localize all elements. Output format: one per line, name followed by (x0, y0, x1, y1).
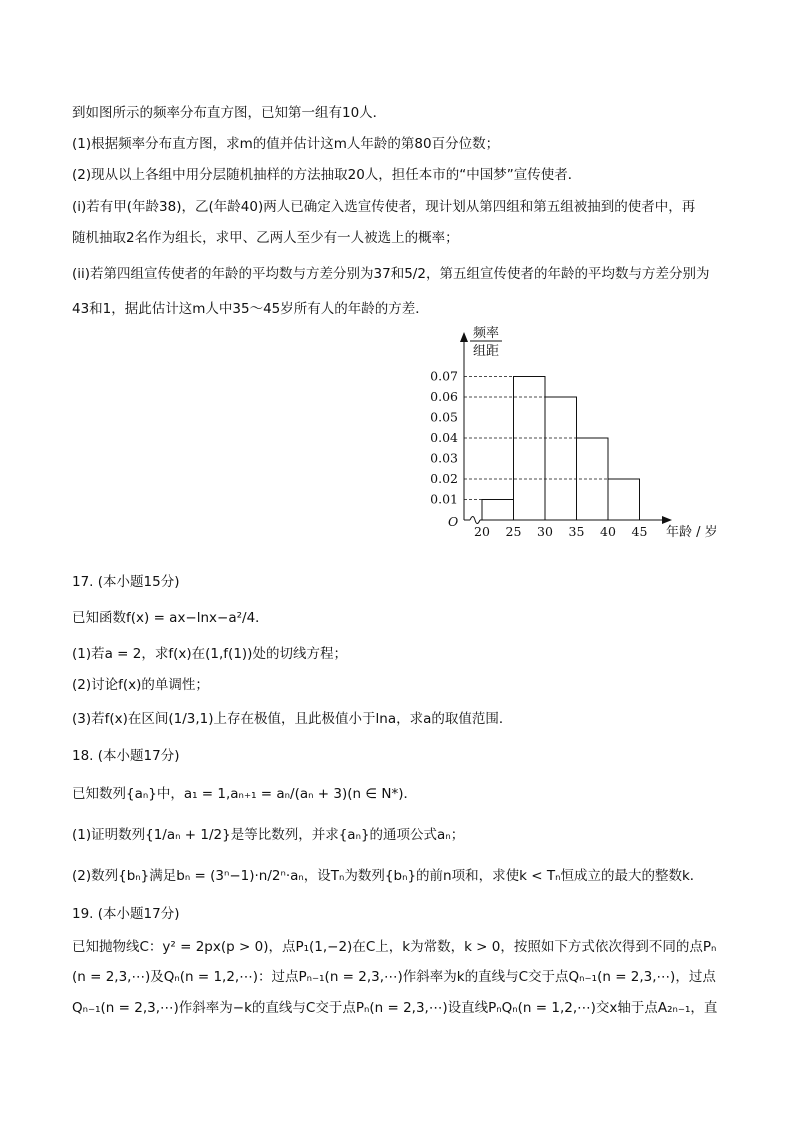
p18-header: 18. (本小题17分) (72, 748, 180, 764)
p16-q2: (2)现从以上各组中用分层随机抽样的方法抽取20人，担任本市的“中国梦”宣传使者． (72, 167, 582, 183)
x-tick-label: 30 (537, 524, 553, 539)
x-tick-label: 40 (600, 524, 616, 539)
p17-q3: (3)若f(x)在区间(1/3,1)上存在极值，且此极值小于lna，求a的取值范围． (72, 711, 513, 727)
x-tick-label: 25 (505, 524, 522, 539)
x-tick-label: 35 (568, 524, 585, 539)
p18-q2: (2)数列{bₙ}满足bₙ = (3ⁿ−1)·n/2ⁿ·aₙ，设Tₙ为数列{bₙ}的前n项和，求使k < Tₙ恒成立的最大的整数k． (72, 868, 704, 884)
x-axis-arrow (662, 516, 672, 524)
y-label-denominator: 组距 (472, 344, 500, 359)
frequency-histogram (420, 322, 730, 544)
y-tick-label: 0.01 (430, 491, 458, 507)
p16-intro: 到如图所示的频率分布直方图，已知第一组有10人． (72, 105, 387, 121)
x-tick-label: 20 (474, 524, 490, 539)
p19-line1: 已知抛物线C：y² = 2px(p > 0)，点P₁(1,−2)在C上，k为常数，k > 0，按照如下方式依次得到不同的点Pₙ (72, 939, 717, 955)
p17-q1: (1)若a = 2，求f(x)在(1,f(1))处的切线方程； (72, 646, 347, 662)
p17-header: 17. (本小题15分) (72, 574, 180, 590)
y-tick-label: 0.05 (430, 409, 458, 425)
histogram-bar (482, 500, 514, 521)
p19-line2: (n = 2,3,⋯)及Qₙ(n = 1,2,⋯)：过点Pₙ₋₁(n = 2,3,⋯)作斜率为k的直线与C交于点Qₙ₋₁(n = 2,3,⋯)，过点 (72, 969, 716, 985)
histogram-bar (545, 397, 577, 520)
y-tick-label: 0.04 (430, 430, 458, 445)
histogram-bar (608, 479, 640, 520)
p16-q1: (1)根据频率分布直方图，求m的值并估计这m人年龄的第80百分位数； (72, 136, 500, 152)
p16-q2ii-a: (ii)若第四组宣传使者的年龄的平均数与方差分别为37和5/2，第五组宣传使者的年龄的平均数与方差分别为 (72, 266, 710, 282)
axis-break-symbol (470, 517, 480, 524)
p16-q2i-b: 随机抽取2名作为组长，求甲、乙两人至少有一人被选上的概率； (72, 230, 459, 246)
y-tick-label: 0.02 (430, 471, 458, 486)
p17-q2: (2)讨论f(x)的单调性； (72, 677, 209, 693)
p19-line3: Qₙ₋₁(n = 2,3,⋯)作斜率为−k的直线与C交于点Pₙ(n = 2,3,⋯)设直线PₙQₙ(n = 1,2,⋯)交x轴于点A₂ₙ₋₁，直 (72, 1000, 718, 1016)
p16-q2i-a: (i)若有甲(年龄38)，乙(年龄40)两人已确定入选宣传使者，现计划从第四组和第五组被抽到的使者中，再 (72, 199, 696, 215)
p18-stem: 已知数列{aₙ}中，a₁ = 1,aₙ₊₁ = aₙ/(aₙ + 3)(n ∈ N*)． (72, 786, 418, 802)
p18-q1: (1)证明数列{1/aₙ + 1/2}是等比数列，并求{aₙ}的通项公式aₙ； (72, 827, 465, 843)
p17-stem: 已知函数f(x) = ax−lnx−a²/4． (72, 610, 269, 626)
x-tick-label: 45 (631, 524, 648, 539)
p16-q2ii-b: 43和1，据此估计这m人中35～45岁所有人的年龄的方差． (72, 301, 429, 317)
y-axis-arrow (460, 332, 468, 342)
y-tick-label: 0.03 (430, 450, 458, 466)
origin-label: O (448, 514, 459, 529)
y-tick-label: 0.06 (430, 389, 458, 404)
p19-header: 19. (本小题17分) (72, 906, 180, 922)
x-axis-label: 年龄 / 岁 (666, 525, 718, 540)
y-label-numerator: 频率 (472, 326, 500, 341)
histogram-bar (514, 377, 546, 521)
y-tick-label: 0.07 (430, 368, 458, 384)
